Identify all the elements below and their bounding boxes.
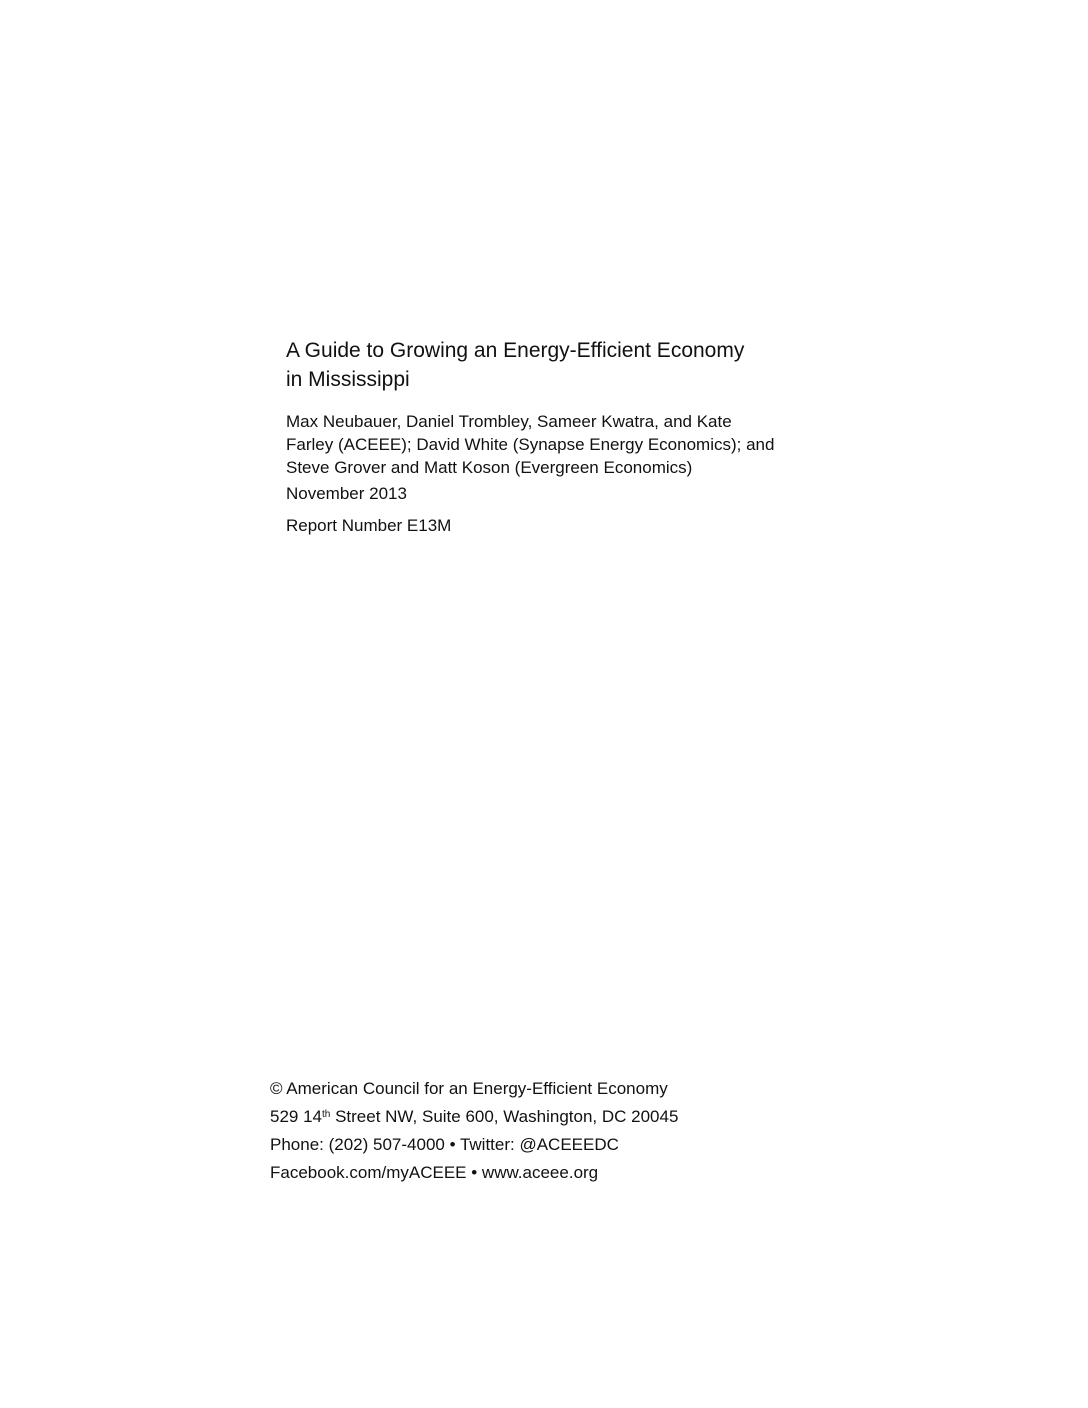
authors-line-3: Steve Grover and Matt Koson (Evergreen Economics) [286, 458, 693, 477]
authors-line-2: Farley (ACEEE); David White (Synapse Energy Economics); and [286, 435, 775, 454]
copyright-line: © American Council for an Energy-Efficient Economy [270, 1079, 668, 1098]
publisher-footer [270, 1076, 830, 1188]
address-line [270, 1104, 830, 1132]
document-title-line-2: in Mississippi [286, 368, 410, 391]
document-title-line-1: A Guide to Growing an Energy-Efficient Economy [286, 339, 745, 362]
authors [286, 410, 816, 479]
facebook-website-line: Facebook.com/myACEEE • www.aceee.org [270, 1163, 599, 1182]
publication-date: November 2013 [286, 484, 407, 503]
address-prefix: 529 14 [270, 1107, 322, 1126]
address-suffix: Street NW, Suite 600, Washington, DC 20045 [330, 1107, 679, 1126]
authors-line-1: Max Neubauer, Daniel Trombley, Sameer Kwatra, and Kate [286, 412, 732, 431]
title-block [286, 336, 846, 538]
document-title [286, 336, 846, 394]
address-ordinal-suffix: th [322, 1109, 331, 1120]
report-number: Report Number E13M [286, 516, 452, 535]
phone-twitter-line: Phone: (202) 507-4000 • Twitter: @ACEEEDC [270, 1135, 619, 1154]
